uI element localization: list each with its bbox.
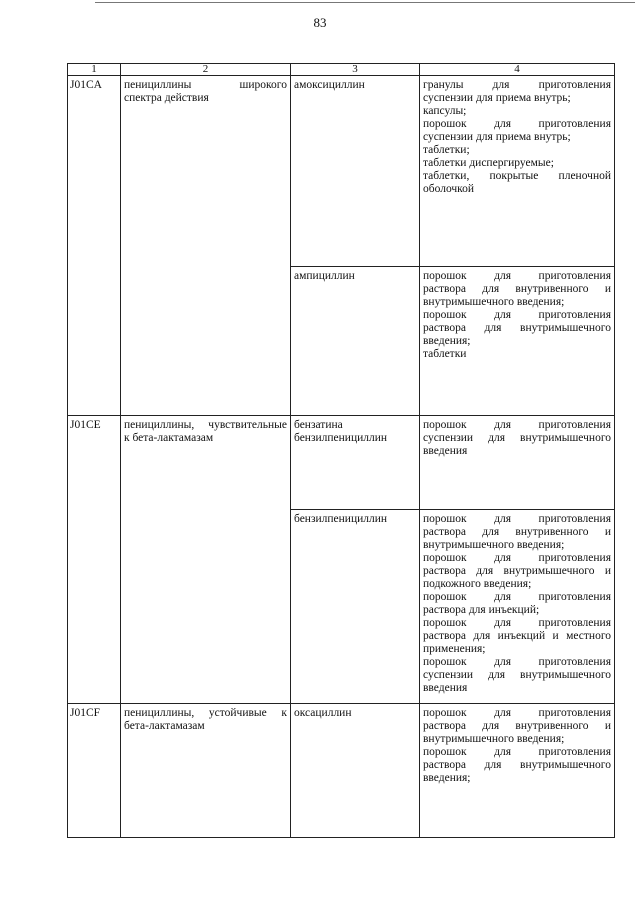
dosage-form-line: внутримышечного введения; xyxy=(423,733,565,745)
dosage-form-line: таблетки; xyxy=(423,144,470,156)
dosage-form-line: оболочкой xyxy=(423,183,475,195)
drug-table xyxy=(67,63,615,838)
dosage-form-line: порошок для приготовления xyxy=(423,746,611,758)
dosage-form-line: раствора для внутримышечного и xyxy=(423,565,611,577)
dosage-form-line: внутримышечного введения; xyxy=(423,539,565,551)
drug-name-line: бензилпенициллин xyxy=(294,432,388,444)
dosage-form-line: суспензии для приема внутрь; xyxy=(423,92,571,104)
atc-code-cell: J01CA xyxy=(68,76,121,416)
dosage-form-cell xyxy=(420,76,615,267)
drug-name-line: бензилпенициллин xyxy=(294,513,388,525)
dosage-form-line: таблетки, покрытые пленочной xyxy=(423,170,611,182)
dosage-form-line: введения xyxy=(423,445,468,457)
dosage-form-cell xyxy=(420,416,615,510)
dosage-form-line: таблетки диспергируемые; xyxy=(423,157,554,169)
dosage-form-line: раствора для внутримышечного xyxy=(423,322,611,334)
dosage-form-line: суспензии для внутримышечного xyxy=(423,432,611,444)
drug-name-cell xyxy=(291,704,420,838)
scan-edge-line xyxy=(95,2,635,3)
dosage-form-line: гранулы для приготовления xyxy=(423,79,611,91)
group-name-line: пенициллины, чувствительные xyxy=(124,419,287,431)
group-name-cell xyxy=(121,416,291,704)
drug-name-cell xyxy=(291,267,420,416)
group-name-line: к бета-лактамазам xyxy=(124,432,214,444)
drug-name-cell xyxy=(291,76,420,267)
dosage-form-line: порошок для приготовления xyxy=(423,419,611,431)
dosage-form-line: капсулы; xyxy=(423,105,467,117)
group-name-line: пенициллины, устойчивые к xyxy=(124,707,287,719)
dosage-form-line: введения xyxy=(423,682,468,694)
column-header-1: 1 xyxy=(68,64,121,76)
column-header-4: 4 xyxy=(420,64,615,76)
dosage-form-line: суспензии для внутримышечного xyxy=(423,669,611,681)
dosage-form-line: суспензии для приема внутрь; xyxy=(423,131,571,143)
group-name-cell xyxy=(121,704,291,838)
table-row xyxy=(68,704,615,838)
dosage-form-line: порошок для приготовления xyxy=(423,309,611,321)
drug-name-line: амоксициллин xyxy=(294,79,365,91)
dosage-form-line: порошок для приготовления xyxy=(423,707,611,719)
dosage-form-line: раствора для внутримышечного xyxy=(423,759,611,771)
dosage-form-line: раствора для внутривенного и xyxy=(423,720,611,732)
table-row xyxy=(68,416,615,510)
dosage-form-line: введения; xyxy=(423,335,471,347)
dosage-form-line: порошок для приготовления xyxy=(423,552,611,564)
drug-name-cell xyxy=(291,416,420,510)
drug-name-line: оксациллин xyxy=(294,707,352,719)
dosage-form-line: порошок для приготовления xyxy=(423,656,611,668)
group-name-line: бета-лактамазам xyxy=(124,720,205,732)
atc-code-cell: J01CE xyxy=(68,416,121,704)
column-header-2: 2 xyxy=(121,64,291,76)
column-header-3: 3 xyxy=(291,64,420,76)
dosage-form-line: раствора для инъекций; xyxy=(423,604,540,616)
dosage-form-line: раствора для инъекций и местного xyxy=(423,630,611,642)
page-number: 83 xyxy=(313,15,327,30)
dosage-form-cell xyxy=(420,704,615,838)
dosage-form-line: порошок для приготовления xyxy=(423,270,611,282)
dosage-form-line: введения; xyxy=(423,772,471,784)
dosage-form-line: подкожного введения; xyxy=(423,578,532,590)
dosage-form-line: применения; xyxy=(423,643,486,655)
dosage-form-line: внутримышечного введения; xyxy=(423,296,565,308)
table-row xyxy=(68,76,615,267)
dosage-form-line: таблетки xyxy=(423,348,467,360)
group-name-line: пенициллины широкого xyxy=(124,79,287,91)
group-name-cell xyxy=(121,76,291,416)
table-header-row xyxy=(68,64,615,76)
dosage-form-line: порошок для приготовления xyxy=(423,118,611,130)
dosage-form-line: раствора для внутривенного и xyxy=(423,283,611,295)
dosage-form-line: раствора для внутривенного и xyxy=(423,526,611,538)
drug-name-cell xyxy=(291,510,420,704)
dosage-form-line: порошок для приготовления xyxy=(423,591,611,603)
dosage-form-line: порошок для приготовления xyxy=(423,617,611,629)
dosage-form-cell xyxy=(420,510,615,704)
dosage-form-line: порошок для приготовления xyxy=(423,513,611,525)
drug-name-line: ампициллин xyxy=(294,270,355,282)
atc-code-cell: J01CF xyxy=(68,704,121,838)
drug-name-line: бензатина xyxy=(294,419,343,431)
group-name-line: спектра действия xyxy=(124,92,209,104)
dosage-form-cell xyxy=(420,267,615,416)
